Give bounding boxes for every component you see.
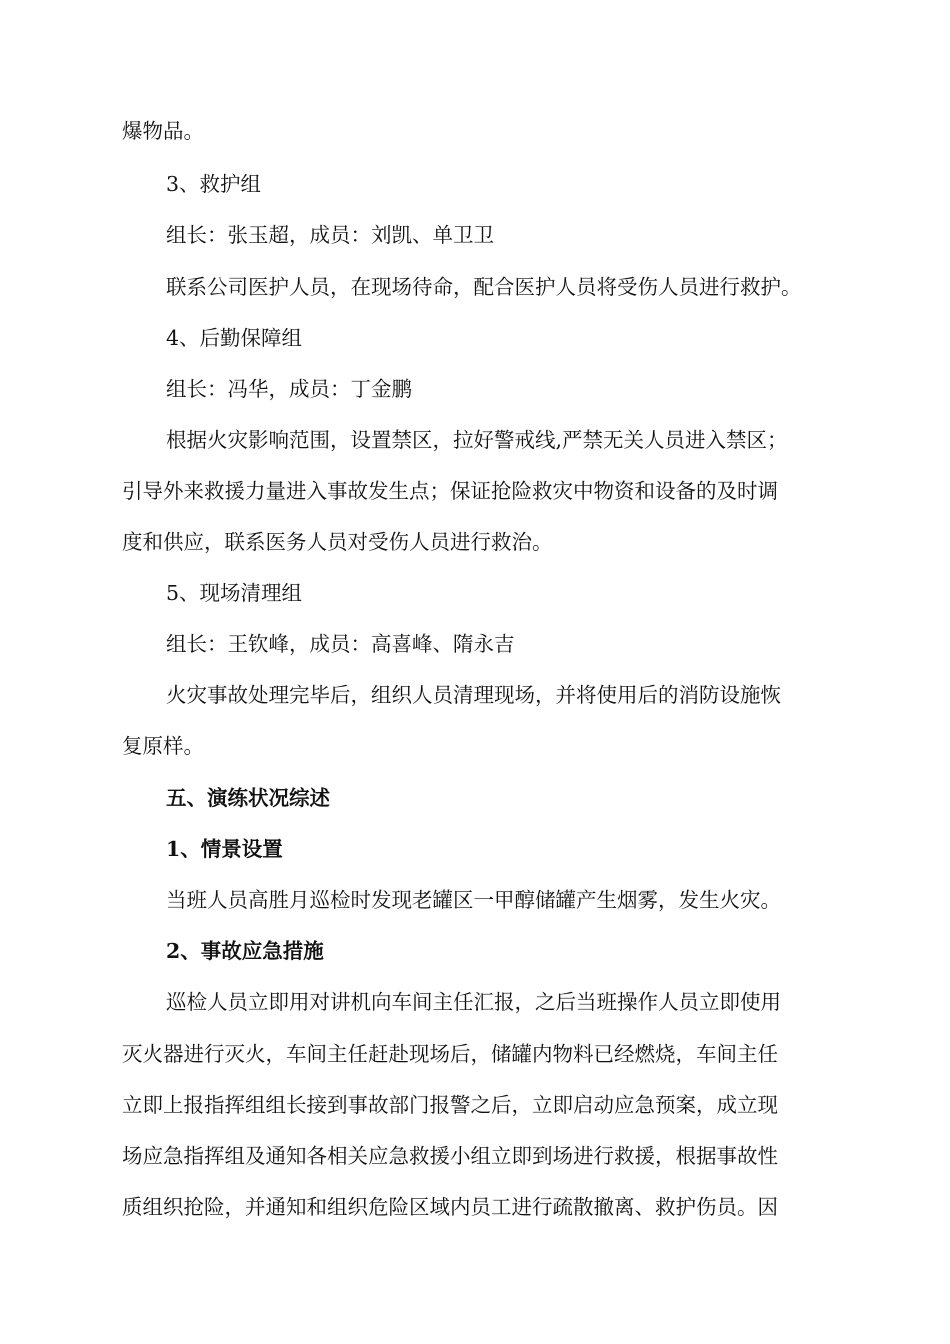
text-line: 组长：冯华，成员：丁金鹏	[166, 377, 412, 401]
text-line: 度和供应，联系医务人员对受伤人员进行救治。	[122, 530, 553, 554]
section-heading: 5、现场清理组	[166, 581, 303, 605]
text-line: 联系公司医护人员，在现场待命，配合医护人员将受伤人员进行救护。	[166, 275, 802, 299]
text-line: 引导外来救援力量进入事故发生点；保证抢险救灾中物资和设备的及时调	[122, 479, 778, 503]
chapter-heading: 五、演练状况综述	[166, 786, 330, 810]
section-heading: 1、情景设置	[166, 837, 283, 861]
text-line: 根据火灾影响范围，设置禁区，拉好警戒线,严禁无关人员进入禁区；	[166, 428, 788, 452]
text-line: 巡检人员立即用对讲机向车间主任汇报，之后当班操作人员立即使用	[166, 990, 781, 1014]
text-line: 立即上报指挥组组长接到事故部门报警之后，立即启动应急预案，成立现	[122, 1093, 778, 1117]
section-heading: 3、救护组	[166, 172, 262, 196]
text-line: 场应急指挥组及通知各相关应急救援小组立即到场进行救援，根据事故性	[122, 1144, 778, 1168]
section-heading: 2、事故应急措施	[166, 939, 324, 963]
text-line: 灭火器进行灭火，车间主任赶赴现场后，储罐内物料已经燃烧，车间主任	[122, 1042, 778, 1066]
text-line: 爆物品。	[122, 119, 204, 143]
section-heading: 4、后勤保障组	[166, 326, 303, 350]
text-line: 复原样。	[122, 734, 204, 758]
text-line: 组长：张玉超，成员：刘凯、单卫卫	[166, 223, 494, 247]
text-line: 质组织抢险，并通知和组织危险区域内员工进行疏散撤离、救护伤员。因	[122, 1195, 778, 1219]
text-line: 当班人员高胜月巡检时发现老罐区一甲醇储罐产生烟雾，发生火灾。	[166, 888, 781, 912]
text-line: 火灾事故处理完毕后，组织人员清理现场，并将使用后的消防设施恢	[166, 683, 781, 707]
text-line: 组长：王钦峰，成员：高喜峰、隋永吉	[166, 632, 515, 656]
